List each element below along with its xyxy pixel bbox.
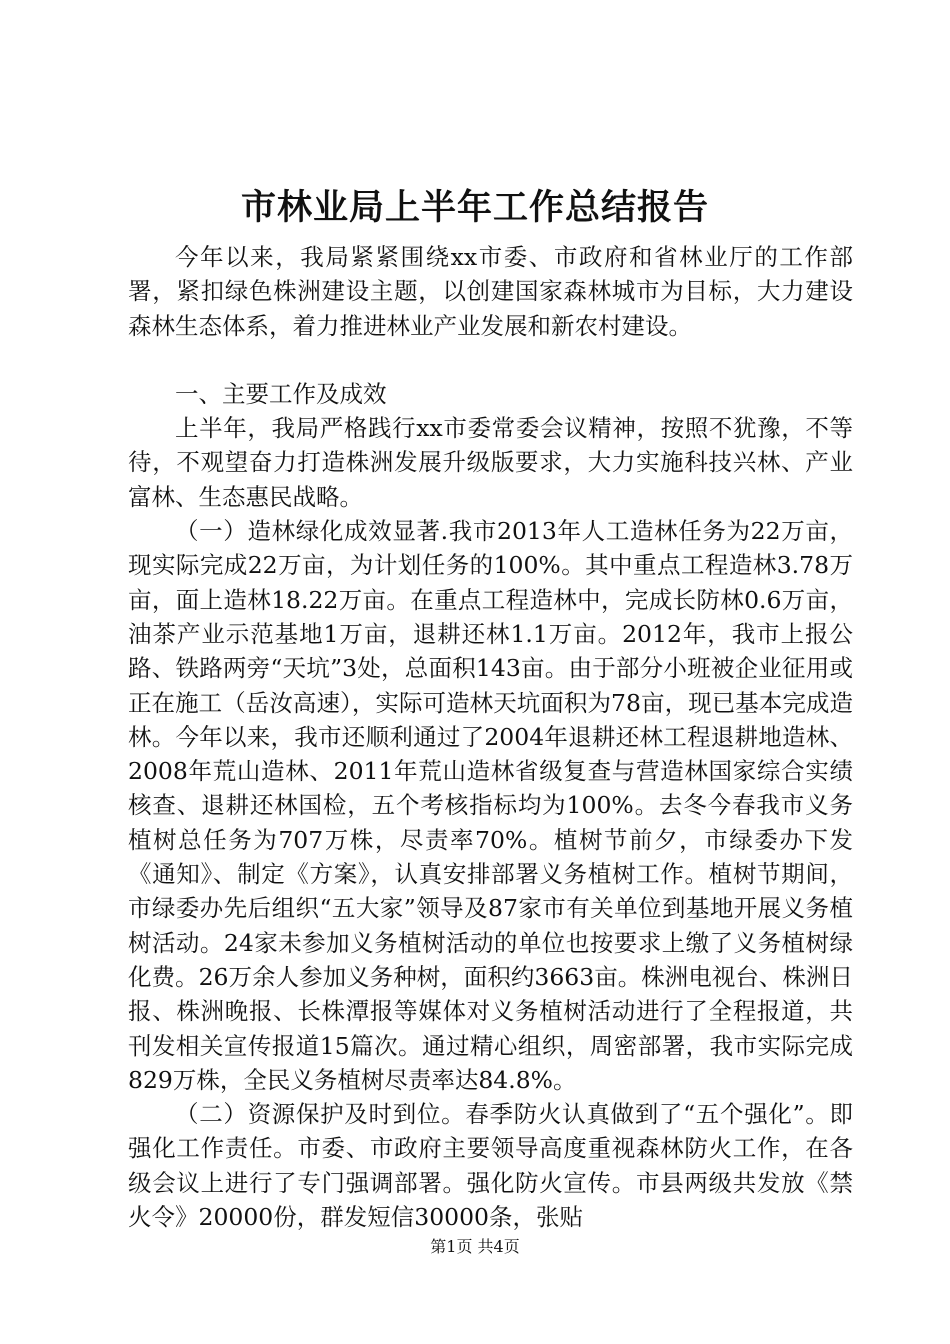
intro-paragraph: 今年以来，我局紧紧围绕xx市委、市政府和省林业厅的工作部署，紧扣绿色株洲建设主题，以创建国家森林城市为目标，大力建设森林生态体系，着力推进林业产业发展和新农村建设。 (128, 243, 853, 340)
page-footer: 第1页 共4页 (430, 1237, 520, 1256)
section-heading: 一、主要工作及成效 (175, 379, 387, 408)
item-1-paragraph: （一）造林绿化成效显著.我市2013年人工造林任务为22万亩，现实际完成22万亩，为计划任务的100%。其中重点工程造林3.78万亩，面上造林18.22万亩。在重点工程造林中，完成长防林0.6万亩，油茶产业示范基地1万亩，退耕还林1.1万亩。2012年，我市上报公路、铁路两旁“天坑”3处，总面积143亩。由于部分小班被企业征用或正在施工（岳汝高速），实际可造林天坑面积为78亩，现已基本完成造林。今年以来，我市还顺利通过了2004年退耕还林工程退耕地造林、2008年荒山造林、2011年荒山造林省级复查与营造林国家综合实绩核查、退耕还林国检，五个考核指标均为100%。去冬今春我市义务植树总任务为707万株，尽责率70%。植树节前夕，市绿委办下发《通知》、制定《方案》，认真安排部署义务植树工作。植树节期间，市绿委办先后组织“五大家”领导及87家市有关单位到基地开展义务植树活动。24家未参加义务植树活动的单位也按要求上缴了义务植树绿化费。26万余人参加义务种树，面积约3663亩。株洲电视台、株洲日报、株洲晚报、长株潭报等媒体对义务植树活动进行了全程报道，共刊发相关宣传报道15篇次。通过精心组织，周密部署，我市实际完成829万株，全民义务植树尽责率达84.8%。 (128, 517, 853, 1094)
item-2-paragraph: （二）资源保护及时到位。春季防火认真做到了“五个强化”。即强化工作责任。市委、市政府主要领导高度重视森林防火工作，在各级会议上进行了专门强调部署。强化防火宣传。市县两级共发放《禁火令》20000份，群发短信30000条，张贴 (128, 1100, 853, 1232)
document-title: 市林业局上半年工作总结报告 (240, 187, 709, 228)
document-body (128, 240, 853, 1234)
section-intro-paragraph: 上半年，我局严格践行xx市委常委会议精神，按照不犹豫，不等待，不观望奋力打造株洲发展升级版要求，大力实施科技兴林、产业富林、生态惠民战略。 (128, 414, 853, 511)
